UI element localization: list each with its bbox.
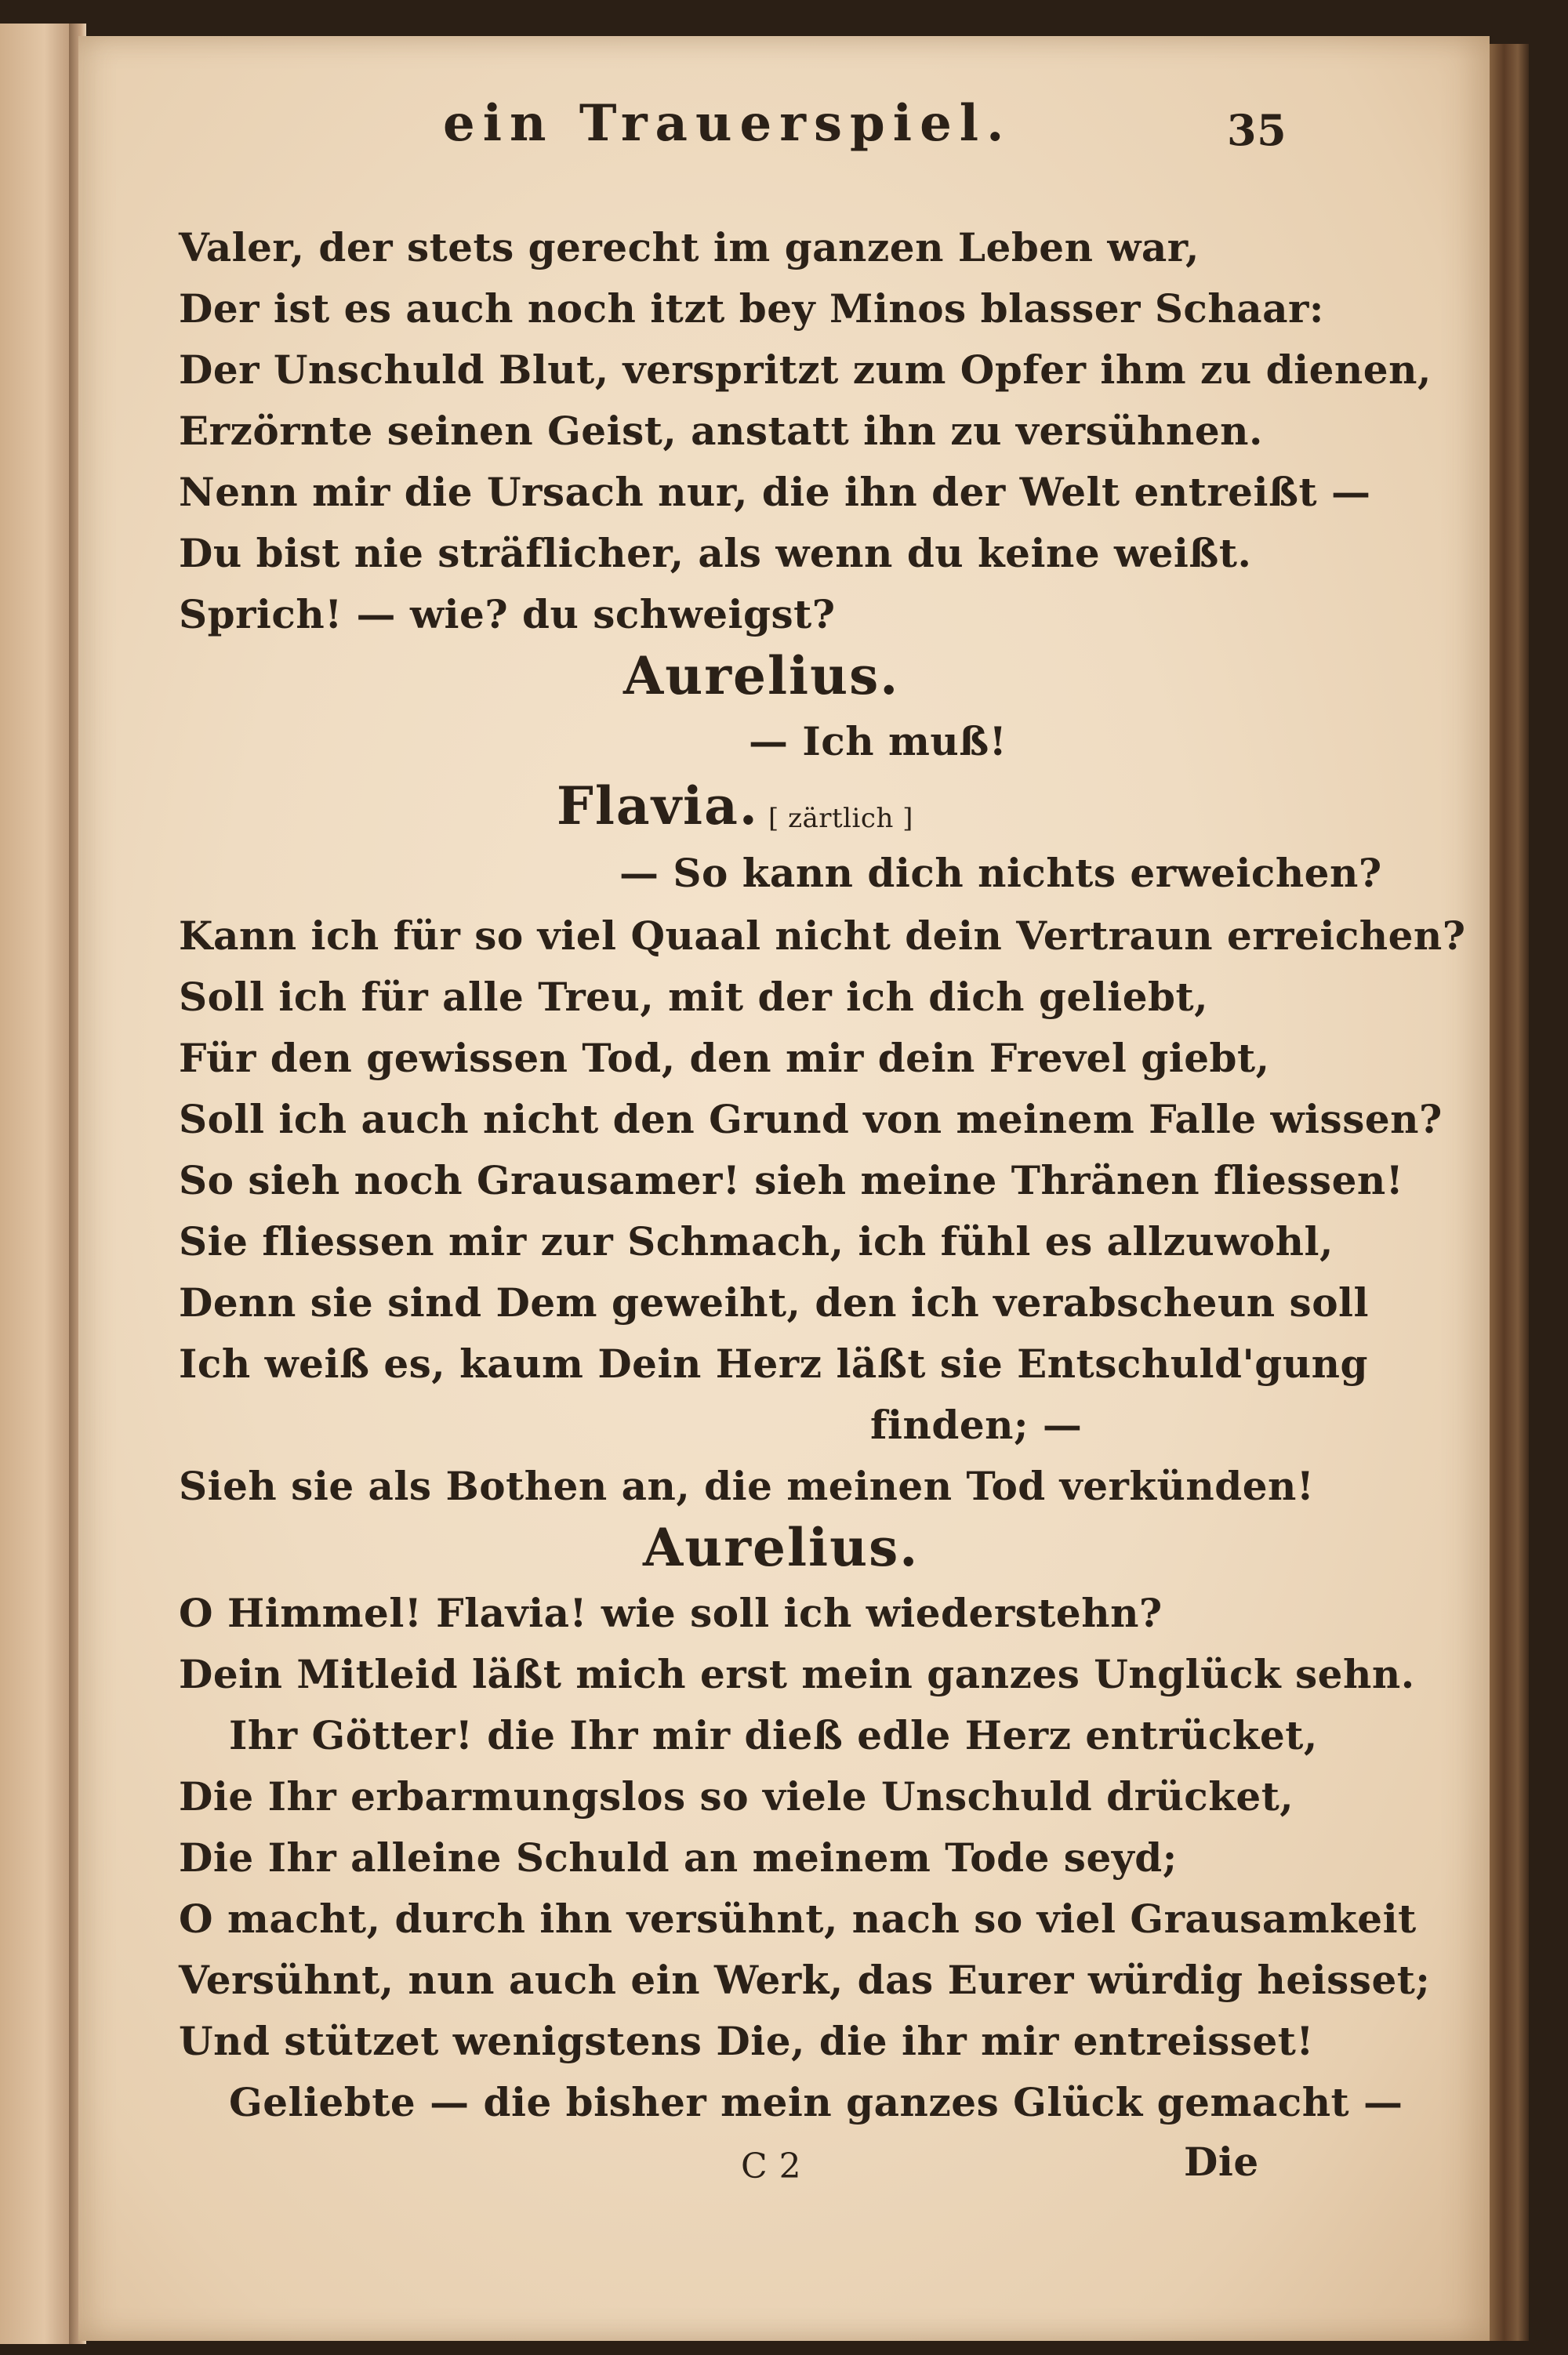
signature-mark: C 2	[741, 2146, 802, 2186]
verse-line-turnover: finden; —	[870, 1402, 1083, 1448]
verse-line: Der Unschuld Blut, verspritzt zum Opfer ihm zu dienen,	[179, 347, 1432, 393]
verse-line: Sieh sie als Bothen an, die meinen Tod verkünden!	[179, 1463, 1315, 1509]
facing-page-edge	[0, 24, 74, 2344]
verse-line: Erzörnte seinen Geist, anstatt ihn zu versühnen.	[179, 408, 1263, 454]
verse-line: Soll ich auch nicht den Grund von meinem Falle wissen?	[179, 1096, 1443, 1142]
verse-line: Nenn mir die Ursach nur, die ihn der Welt entreißt —	[179, 469, 1371, 515]
verse-line: Dein Mitleid läßt mich erst mein ganzes Unglück sehn.	[179, 1651, 1415, 1697]
verse-line: Valer, der stets gerecht im ganzen Leben war,	[179, 224, 1200, 270]
verse-line: — Ich muß!	[749, 718, 1007, 764]
verse-line: — So kann dich nichts erweichen?	[619, 850, 1382, 896]
page-number: 35	[1227, 105, 1287, 155]
verse-line: Die Ihr erbarmungslos so viele Unschuld drücket,	[179, 1773, 1294, 1820]
running-title: ein Trauerspiel.	[443, 94, 1012, 153]
verse-line: Versühnt, nun auch ein Werk, das Eurer würdig heisset;	[179, 1957, 1431, 2003]
book-page	[78, 36, 1490, 2341]
verse-line: Die Ihr alleine Schuld an meinem Tode seyd;	[179, 1834, 1178, 1881]
verse-line: Geliebte — die bisher mein ganzes Glück gemacht —	[229, 2079, 1403, 2125]
verse-line: Denn sie sind Dem geweiht, den ich verabscheun soll	[179, 1279, 1370, 1326]
verse-line: Und stützet wenigstens Die, die ihr mir entreisset!	[179, 2018, 1314, 2064]
verse-line: Der ist es auch noch itzt bey Minos blasser Schaar:	[179, 285, 1324, 332]
verse-line: Für den gewissen Tod, den mir dein Frevel giebt,	[179, 1035, 1270, 1081]
verse-line: Sprich! — wie? du schweigst?	[179, 591, 836, 637]
verse-line: Sie fliessen mir zur Schmach, ich fühl es allzuwohl,	[179, 1218, 1334, 1265]
speaker-name: Aurelius.	[643, 1517, 920, 1578]
catchword: Die	[1184, 2139, 1259, 2185]
verse-line: Ich weiß es, kaum Dein Herz läßt sie Entschuld'gung	[179, 1341, 1368, 1387]
stage-direction: [ zärtlich ]	[768, 803, 913, 834]
speaker-name: Flavia.	[557, 775, 759, 836]
verse-line: O Himmel! Flavia! wie soll ich wiederstehn?	[179, 1590, 1163, 1636]
verse-line: Ihr Götter! die Ihr mir dieß edle Herz entrücket,	[229, 1712, 1318, 1758]
verse-line: Kann ich für so viel Quaal nicht dein Vertraun erreichen?	[179, 913, 1466, 959]
verse-line: So sieh noch Grausamer! sieh meine Thränen fliessen!	[179, 1157, 1404, 1203]
verse-line: Du bist nie sträflicher, als wenn du keine weißt.	[179, 530, 1252, 576]
verse-line: Soll ich für alle Treu, mit der ich dich geliebt,	[179, 974, 1208, 1020]
speaker-name: Aurelius.	[623, 645, 900, 706]
verse-line: O macht, durch ihn versühnt, nach so viel Grausamkeit	[179, 1896, 1417, 1942]
